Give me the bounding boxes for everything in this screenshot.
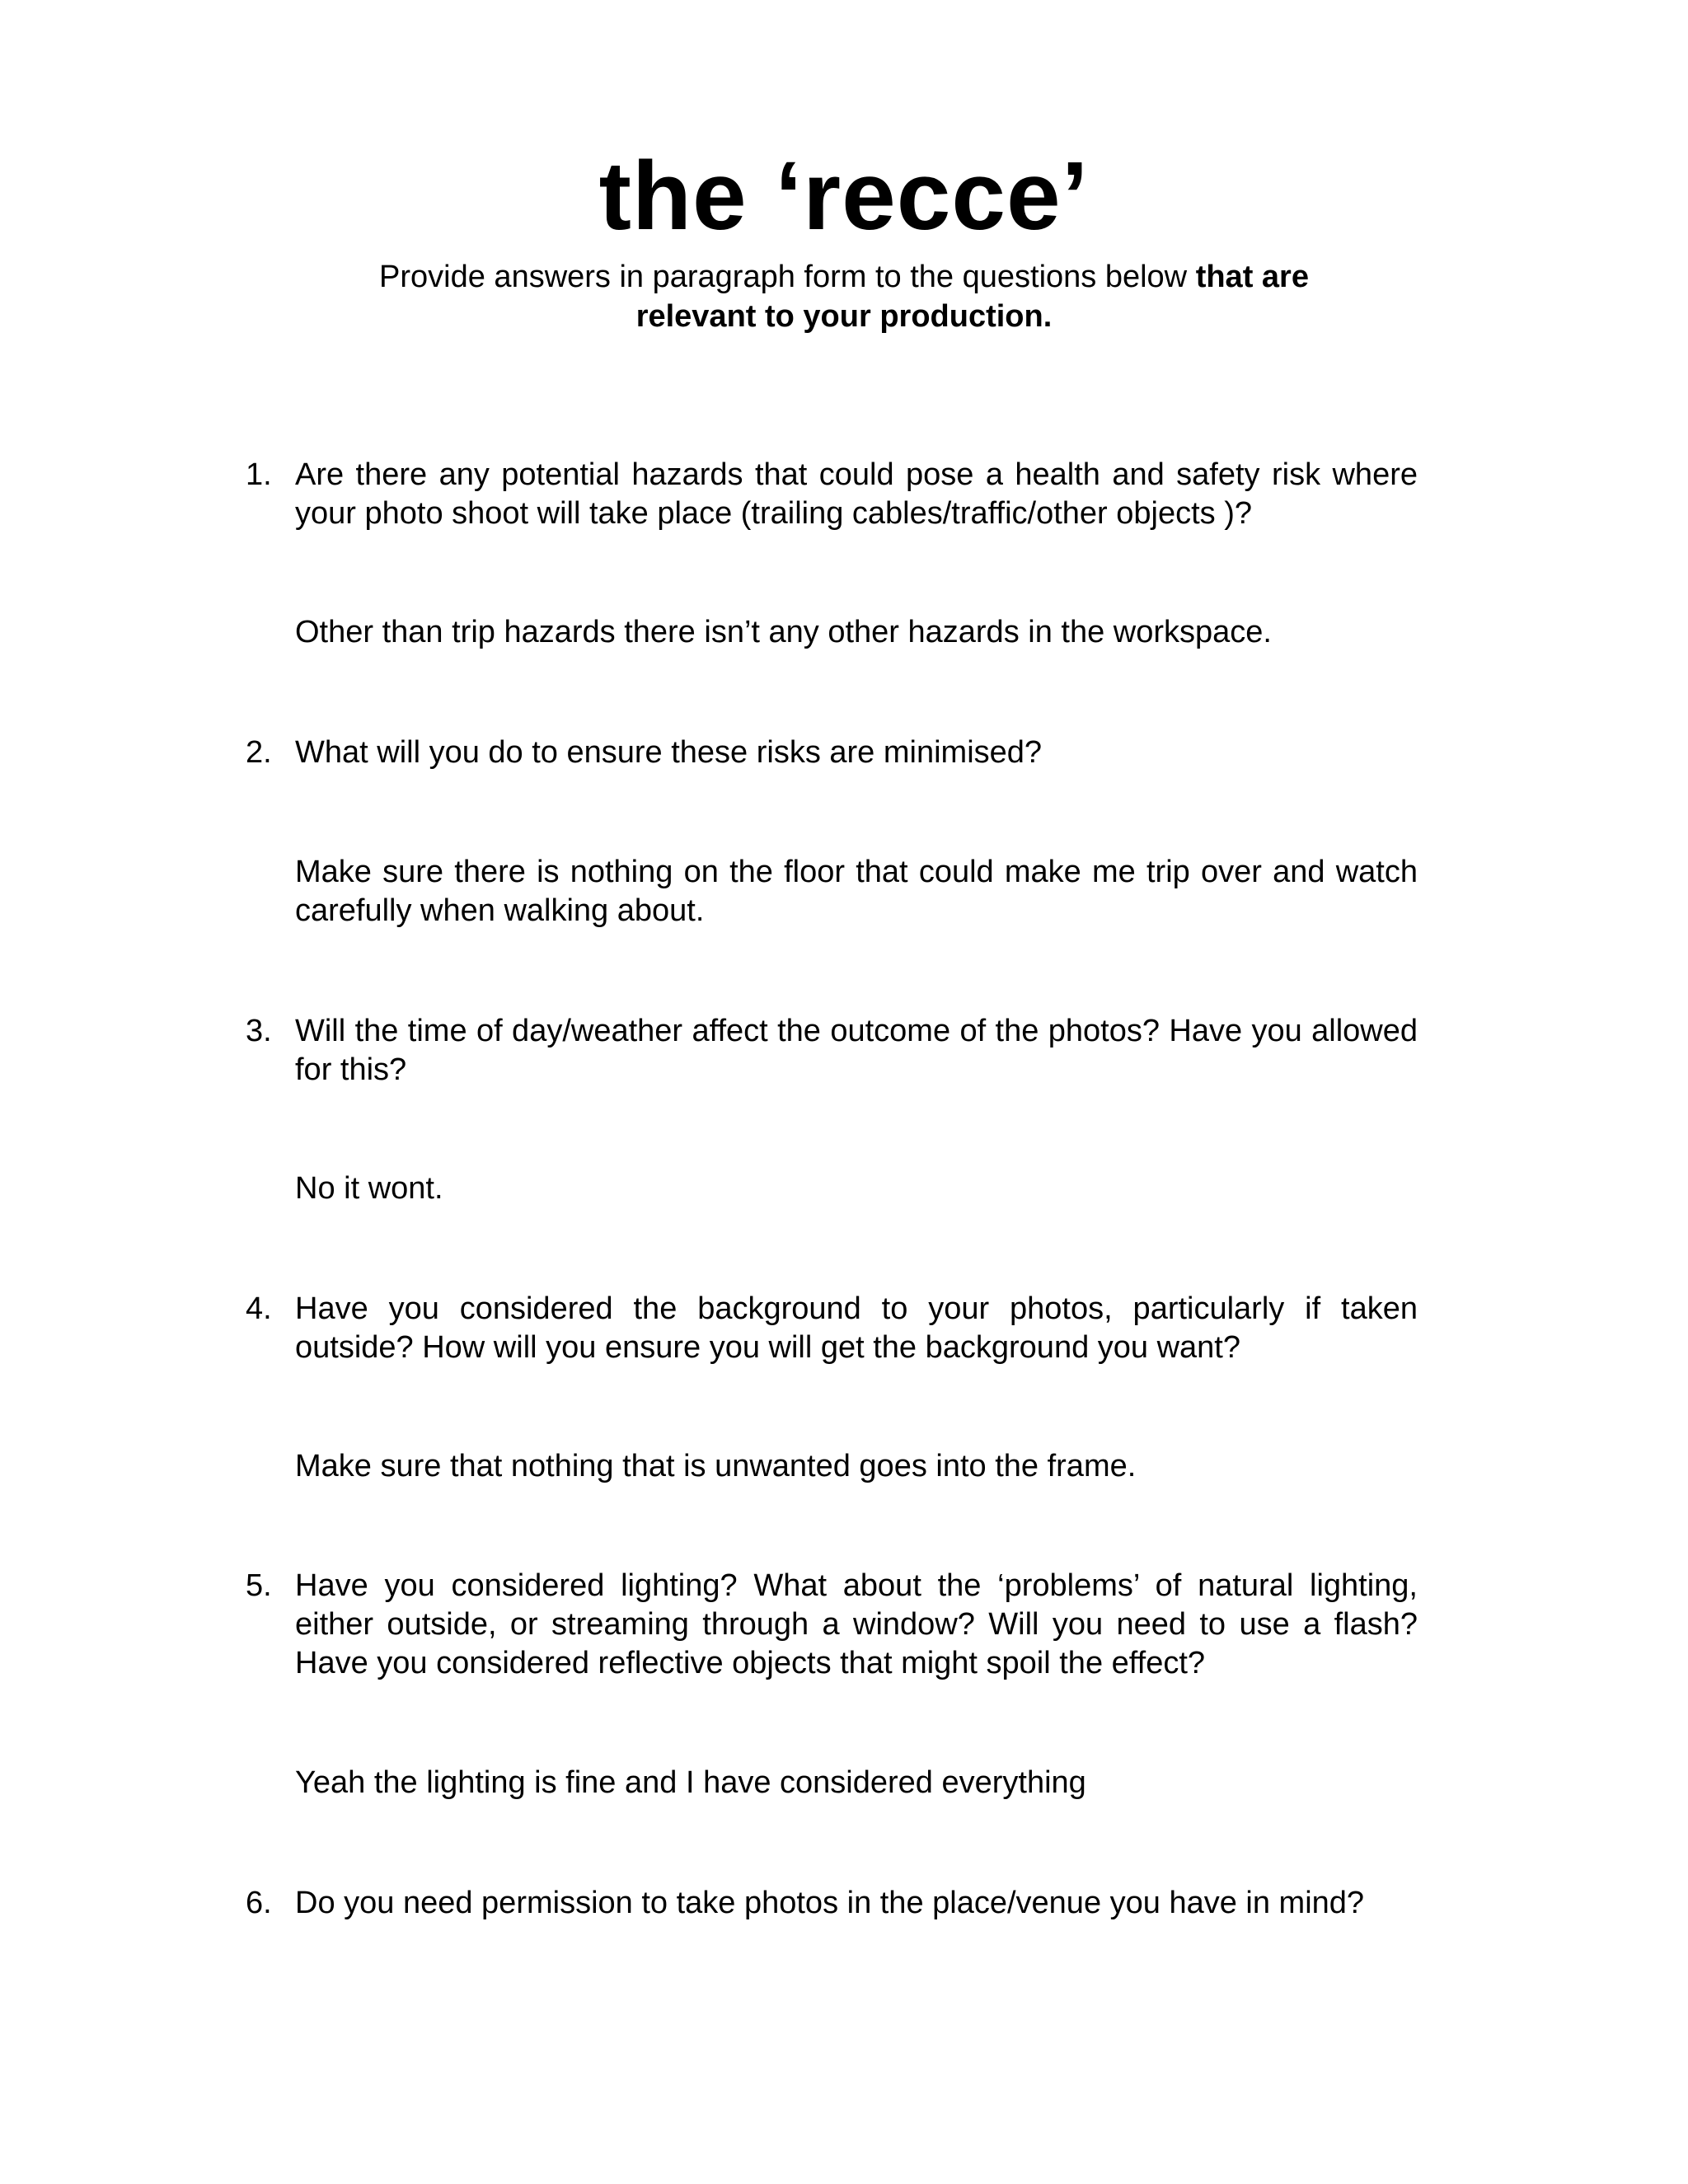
- question-number: 1.: [246, 457, 272, 492]
- answer-text-4: Make sure that nothing that is unwanted goes into the frame.: [295, 1449, 1137, 1483]
- question-text: Have you considered lighting? What about the ‘problems’ of natural lighting, either outside, or streaming through a window? Will you need to use a flash? Have you considered reflective objects that might spoil the effect?: [295, 1568, 1418, 1680]
- question-text: Will the time of day/weather affect the outcome of the photos? Have you allowed for this?: [295, 1014, 1418, 1087]
- question-number: 3.: [246, 1014, 272, 1048]
- instructions: [349, 257, 1339, 336]
- question-number: 2.: [246, 735, 272, 770]
- instructions-emphasis: that are relevant to your production.: [635, 260, 1309, 334]
- question-text: What will you do to ensure these risks are minimised?: [295, 735, 1043, 770]
- question-text: Have you considered the background to your photos, particularly if taken outside? How will you ensure you will get the background you want?: [295, 1291, 1418, 1365]
- question-text: Do you need permission to take photos in the place/venue you have in mind?: [295, 1886, 1365, 1920]
- instructions-text: Provide answers in paragraph form to the questions below: [379, 260, 1196, 294]
- question-text: Are there any potential hazards that could pose a health and safety risk where your photo shoot will take place (trailing cables/traffic/other objects )?: [295, 457, 1418, 531]
- question-number: 6.: [246, 1886, 272, 1920]
- question-number: 5.: [246, 1568, 272, 1603]
- document-title: the ‘recce’: [598, 142, 1090, 251]
- answer-text-3: No it wont.: [295, 1171, 443, 1206]
- question-number: 4.: [246, 1291, 272, 1326]
- answer-text-5: Yeah the lighting is fine and I have considered everything: [295, 1765, 1086, 1800]
- answer-text-2: Make sure there is nothing on the floor that could make me trip over and watch carefully when walking about.: [295, 855, 1418, 928]
- answer-text-1: Other than trip hazards there isn’t any other hazards in the workspace.: [295, 615, 1272, 649]
